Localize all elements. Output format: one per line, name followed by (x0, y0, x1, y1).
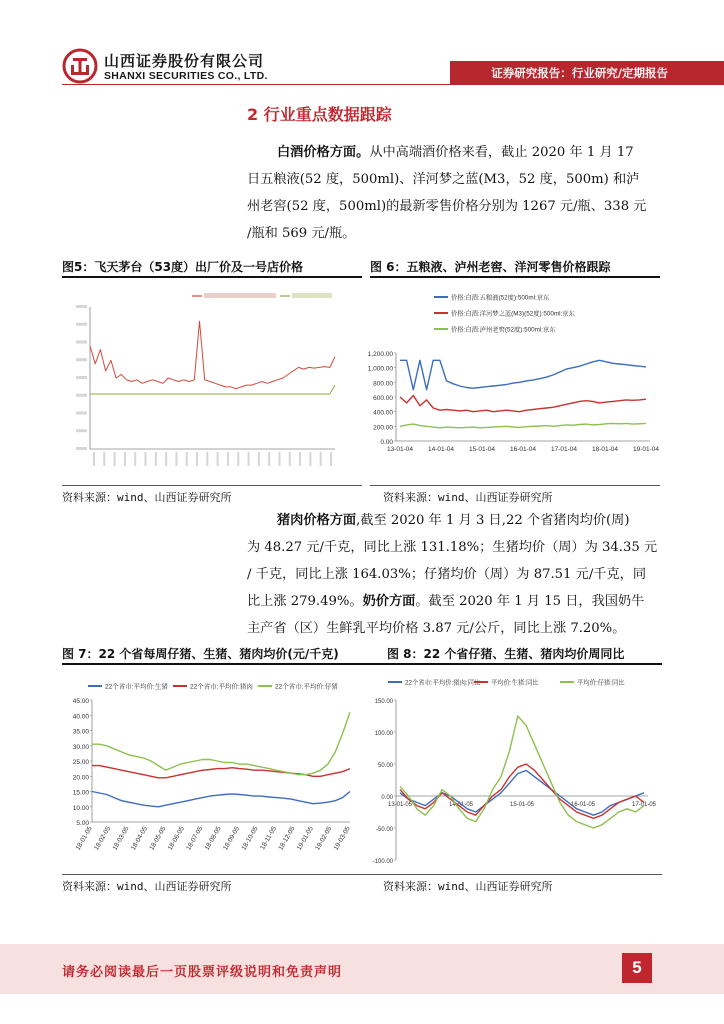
fig7-y-tick-label: 10.00 (72, 804, 89, 812)
fig5-x-tick-label (186, 452, 188, 466)
fig6-y-tick-label: 1,000.00 (367, 365, 393, 373)
fig8-y-tick-label: -100.00 (372, 859, 393, 865)
fig5-x-tick-label (278, 452, 280, 466)
fig6-x-tick-label: 16-01-04 (509, 446, 537, 453)
fig5-y-tick-label (76, 412, 87, 415)
fig5-x-tick-label (155, 452, 157, 466)
fig6-series-line (400, 360, 646, 389)
section-title: 2 行业重点数据跟踪 (247, 105, 392, 124)
fig7-chart (62, 672, 362, 872)
fig7-x-tick-label: 19-01-05 (295, 825, 315, 852)
fig6-y-tick-label: 200.00 (373, 424, 393, 432)
fig6-x-tick-label: 17-01-04 (550, 446, 578, 453)
fig7-series-line (92, 712, 350, 775)
fig5-x-tick-label (165, 452, 167, 466)
fig5-x-tick-label (103, 452, 105, 466)
para-line: / 千克，同比上涨 164.03%；仔猪均价（周）为 87.51 元/千克，同 (247, 567, 647, 582)
para-lead: 白酒价格方面。 (277, 145, 370, 160)
fig5-x-tick-label (309, 452, 311, 466)
fig5-x-tick-label (330, 452, 332, 466)
fig6-y-tick-label: 1,200.00 (367, 351, 393, 358)
fig5-caption: 图5：飞天茅台（53度）出厂价及一号店价格 (62, 260, 304, 274)
fig7-y-tick-label: 40.00 (72, 713, 89, 721)
fig5-y-tick-label (76, 358, 87, 361)
para-line: 比上涨 279.49%。 (247, 594, 363, 609)
fig7-legend-label: 22个省市:平均价:仔猪 (275, 683, 338, 691)
fig5-y-tick-label (76, 341, 87, 344)
fig5-y-tick-label (76, 394, 87, 397)
company-name-en: SHANXI SECURITIES CO., LTD. (104, 70, 268, 82)
fig7-series-line (92, 766, 350, 778)
para-lead: 奶价方面 (362, 594, 416, 609)
fig8-y-tick-label: 100.00 (374, 731, 393, 737)
fig7-x-tick-label: 18-09-05 (222, 825, 242, 852)
fig8-x-tick-label: 15-01-05 (509, 802, 535, 808)
fig5-x-tick-label (258, 452, 260, 466)
company-name-cn: 山西证券股份有限公司 (104, 52, 265, 70)
fig7-caption: 图 7：22 个省每周仔猪、生猪、猪肉均价(元/千克) (62, 647, 339, 661)
para-line: 日五粮液(52 度，500ml)、洋河梦之蓝(M3，52 度，500m) 和泸 (247, 172, 640, 187)
fig7-y-tick-label: 15.00 (72, 789, 89, 797)
fig6-series-line (400, 396, 646, 412)
fig8-y-tick-label: -50.00 (375, 827, 393, 833)
fig5-source: 资料来源：wind、山西证券研究所 (62, 491, 232, 504)
para-lead: 猪肉价格方面 (277, 513, 357, 528)
para-line: 。截至 2020 年 1 月 15 日，我国奶牛 (415, 594, 645, 609)
fig8-legend-label: 22个省市:平均价:猪肉:同比 (405, 679, 481, 687)
fig6-legend-label: 价格:白酒:洋河梦之蓝(M3)(52度):500ml:京东 (451, 310, 575, 318)
fig5-y-tick-label (76, 376, 87, 379)
fig6-source-rule (370, 485, 660, 486)
fig5-x-tick-label (196, 452, 198, 466)
fig6-chart (352, 285, 662, 480)
fig8-x-tick-label: 17-01-05 (631, 802, 657, 808)
fig7-x-tick-label: 19-02-05 (314, 825, 334, 852)
fig5-x-tick-label (93, 452, 95, 466)
fig7-x-tick-label: 18-12-05 (277, 825, 297, 852)
fig6-x-tick-label: 15-01-04 (468, 446, 496, 453)
fig7-y-tick-label: 20.00 (72, 774, 89, 782)
fig7-y-tick-label: 45.00 (72, 698, 89, 705)
fig7-x-tick-label: 18-03-05 (111, 825, 131, 852)
para-line: 为 48.27 元/千克，同比上涨 131.18%；生猪均价（周）为 34.35 元 (247, 540, 658, 555)
fig8-y-tick-label: 0.00 (381, 795, 393, 801)
fig5-caption-rule (62, 276, 362, 278)
fig7-legend-label: 22个省市:平均价:生猪 (105, 683, 168, 691)
fig7-x-tick-label: 19-03-05 (332, 825, 352, 852)
fig7-x-tick-label: 18-07-05 (185, 825, 205, 852)
fig5-x-tick-label (145, 452, 147, 466)
fig6-legend-label: 价格:白酒:五粮液(52度):500ml:京东 (451, 294, 550, 302)
fig6-caption-rule (370, 276, 660, 278)
fig6-x-tick-label: 18-01-04 (591, 446, 619, 453)
fig7-x-tick-label: 18-08-05 (203, 825, 223, 852)
fig5-x-tick-label (227, 452, 229, 466)
fig7-x-tick-label: 18-05-05 (148, 825, 168, 852)
fig7-x-tick-label: 18-02-05 (93, 825, 113, 852)
fig8-x-tick-label: 14-01-05 (448, 802, 474, 808)
para-line: ,截至 2020 年 1 月 3 日,22 个省猪肉均价(周) (356, 513, 630, 528)
fig6-y-tick-label: 600.00 (373, 395, 393, 402)
fig5-x-tick-label (175, 452, 177, 466)
fig8-legend-label: 平均价:仔猪:同比 (577, 679, 625, 687)
fig5-x-tick-label (124, 452, 126, 466)
fig5-x-tick-label (268, 452, 270, 466)
fig8-caption: 图 8：22 个省仔猪、生猪、猪肉均价周同比 (387, 647, 625, 661)
company-logo (62, 48, 98, 84)
fig8-series-line (400, 770, 644, 815)
fig7-y-tick-label: 5.00 (76, 820, 89, 827)
fig8-y-tick-label: 50.00 (377, 763, 393, 769)
footer-disclaimer: 请务必阅读最后一页股票评级说明和免责声明 (62, 965, 343, 980)
page-number: 5 (622, 953, 652, 983)
fig5-y-tick-label (76, 323, 87, 326)
fig6-y-tick-label: 400.00 (373, 409, 393, 417)
fig78-caption-rule (62, 663, 662, 665)
fig8-source: 资料来源：wind、山西证券研究所 (383, 880, 553, 893)
fig6-y-tick-label: 800.00 (373, 380, 393, 388)
fig5-series-line (90, 321, 335, 389)
fig7-x-tick-label: 18-11-05 (259, 825, 279, 852)
report-type-band (450, 61, 724, 85)
fig5-x-tick-label (134, 452, 136, 466)
fig5-chart (62, 285, 352, 480)
fig6-x-tick-label: 19-01-04 (632, 446, 660, 453)
fig5-series-line (90, 385, 335, 394)
para-line: 从中高端酒价格来看，截止 2020 年 1 月 17 (369, 145, 634, 160)
fig7-series-line (92, 792, 350, 807)
fig7-legend-label: 22个省市:平均价:猪肉 (190, 683, 253, 691)
fig6-caption: 图 6：五粮液、泸州老窖、洋河零售价格跟踪 (370, 260, 611, 274)
fig6-series-line (400, 423, 646, 427)
fig78-source-rule (62, 874, 662, 875)
liquor-price-paragraph (247, 139, 665, 247)
fig5-x-tick-label (248, 452, 250, 466)
report-type: 证券研究报告：行业研究/定期报告 (491, 66, 668, 80)
fig7-x-tick-label: 18-01-05 (74, 825, 94, 852)
fig8-x-tick-label: 16-01-05 (570, 802, 596, 808)
fig6-y-tick-label: 0.00 (380, 439, 393, 446)
para-line: 主产省（区）生鲜乳平均价格 3.87 元/公斤，同比上涨 7.20%。 (247, 621, 626, 636)
fig5-x-tick-label (206, 452, 208, 466)
fig7-y-tick-label: 30.00 (72, 743, 89, 751)
fig5-x-tick-label (217, 452, 219, 466)
fig6-legend-label: 价格:白酒:泸州老窖(52度):500ml:京东 (451, 326, 556, 334)
fig5-x-tick-label (299, 452, 301, 466)
fig5-y-tick-label (76, 447, 87, 450)
fig5-legend (192, 293, 332, 298)
header-rule (62, 84, 450, 85)
fig7-x-tick-label: 18-04-05 (129, 825, 150, 852)
fig5-y-tick-label (76, 305, 87, 308)
fig7-source: 资料来源：wind、山西证券研究所 (62, 880, 232, 893)
fig8-legend-label: 平均价:生猪:同比 (491, 679, 539, 687)
fig6-x-tick-label: 14-01-04 (427, 446, 455, 453)
fig7-y-tick-label: 25.00 (72, 759, 89, 766)
fig7-y-tick-label: 35.00 (72, 728, 89, 736)
fig7-x-tick-label: 18-06-05 (166, 825, 186, 852)
para-line: /瓶和 569 元/瓶。 (247, 226, 356, 241)
fig8-x-tick-label: 13-01-05 (387, 802, 413, 808)
fig5-x-tick-label (237, 452, 239, 466)
pork-milk-price-paragraph (247, 507, 665, 642)
fig6-x-tick-label: 13-01-04 (386, 446, 414, 453)
fig5-source-rule (62, 485, 362, 486)
fig8-y-tick-label: 150.00 (374, 699, 393, 705)
fig5-x-tick-label (320, 452, 322, 466)
fig6-source: 资料来源：wind、山西证券研究所 (383, 491, 553, 504)
fig5-x-tick-label (114, 452, 116, 466)
fig8-chart (362, 672, 662, 872)
fig7-x-tick-label: 18-10-05 (240, 825, 260, 852)
fig5-x-tick-label (289, 452, 291, 466)
para-line: 州老窖(52 度，500ml)的最新零售价格分别为 1267 元/瓶、338 元 (247, 199, 647, 214)
fig5-y-tick-label (76, 429, 87, 432)
